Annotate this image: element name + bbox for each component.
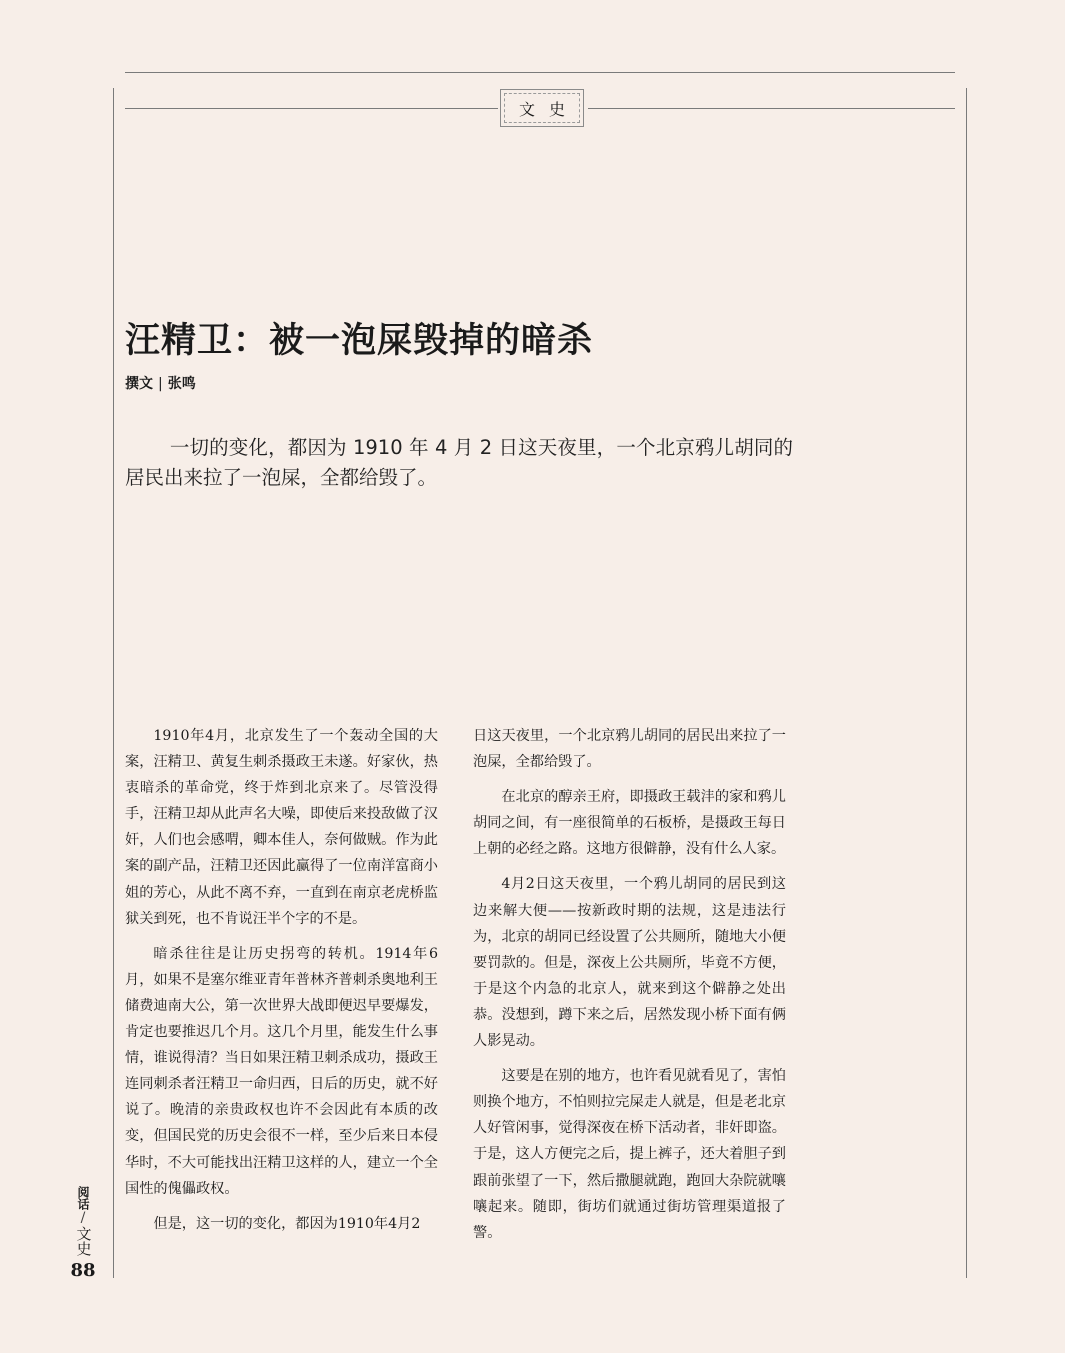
footer-slash: / <box>80 1210 86 1226</box>
section-line-left <box>125 108 498 109</box>
body-paragraph-continued: 日这天夜里，一个北京鸦儿胡同的居民出来拉了一泡屎，全都给毁了。 <box>473 728 786 771</box>
byline-separator: | <box>158 376 163 392</box>
body-paragraph: 在北京的醇亲王府，即摄政王载沣的家和鸦儿胡同之间，有一座很简单的石板桥，是摄政王每日上朝的必经之路。这地方很僻静，没有什么人家。 <box>473 789 786 858</box>
body-paragraph: 但是，这一切的变化，都因为1910年4月2 <box>153 1215 421 1232</box>
page-footer <box>68 1186 98 1281</box>
author-name: 张鸣 <box>167 376 196 392</box>
footer-brand: 阅话 <box>76 1186 90 1210</box>
lead-paragraph: 一切的变化，都因为 1910 年 4 月 2 日这天夜里，一个北京鸦儿胡同的居民出来拉了一泡屎，全都给毁了。 <box>125 436 793 489</box>
article-title: 汪精卫：被一泡屎毁掉的暗杀 <box>125 321 594 361</box>
byline <box>125 373 196 393</box>
section-label <box>500 89 584 127</box>
section-line-right <box>588 108 955 109</box>
body-paragraph: 1910年4月，北京发生了一个轰动全国的大案，汪精卫、黄复生刺杀摄政王未遂。好家伙，热衷暗杀的革命党，终于炸到北京来了。尽管没得手，汪精卫却从此声名大噪，即使后来投敌做了汉奸，人们也会感喟，卿本佳人，奈何做贼。作为此案的副产品，汪精卫还因此赢得了一位南洋富商小姐的芳心，从此不离不弃，一直到在南京老虎桥监狱关到死，也不肯说汪半个字的不是。 <box>125 728 438 927</box>
top-rule <box>125 72 955 73</box>
body-paragraph: 暗杀往往是让历史拐弯的转机。1914年6月，如果不是塞尔维亚青年普林齐普刺杀奥地利王储费迪南大公，第一次世界大战即便迟早要爆发，肯定也要推迟几个月。这几个月里，能发生什么事情，谁说得清？当日如果汪精卫刺杀成功，摄政王连同刺杀者汪精卫一命归西，日后的历史，就不好说了。晚清的亲贵政权也许不会因此有本质的改变，但国民党的历史会很不一样，至少后来日本侵华时，不大可能找出汪精卫这样的人，建立一个全国性的傀儡政权。 <box>125 945 438 1197</box>
left-margin-line <box>113 88 114 1278</box>
page-number: 88 <box>70 1260 96 1281</box>
right-margin-line <box>966 88 967 1278</box>
section-label-text: 文史 <box>518 99 579 119</box>
body-paragraph: 这要是在别的地方，也许看见就看见了，害怕则换个地方，不怕则拉完屎走人就是，但是老北京人好管闲事，觉得深夜在桥下活动者，非奸即盗。于是，这人方便完之后，提上裤子，还大着胆子到跟前张望了一下，然后撒腿就跑，跑回大杂院就嚷嚷起来。随即，街坊们就通过街坊管理渠道报了警。 <box>473 1068 786 1241</box>
byline-label: 撰文 <box>125 376 153 392</box>
body-paragraph: 4月2日这天夜里，一个鸦儿胡同的居民到这边来解大便——按新政时期的法规，这是违法行为，北京的胡同已经设置了公共厕所，随地大小便要罚款的。但是，深夜上公共厕所，毕竟不方便，于是这个内急的北京人，就来到这个僻静之处出恭。没想到，蹲下来之后，居然发现小桥下面有俩人影晃动。 <box>473 876 786 1050</box>
body-column-right <box>473 723 786 1255</box>
footer-section: 文史 <box>74 1226 93 1256</box>
body-column-left <box>125 723 438 1246</box>
